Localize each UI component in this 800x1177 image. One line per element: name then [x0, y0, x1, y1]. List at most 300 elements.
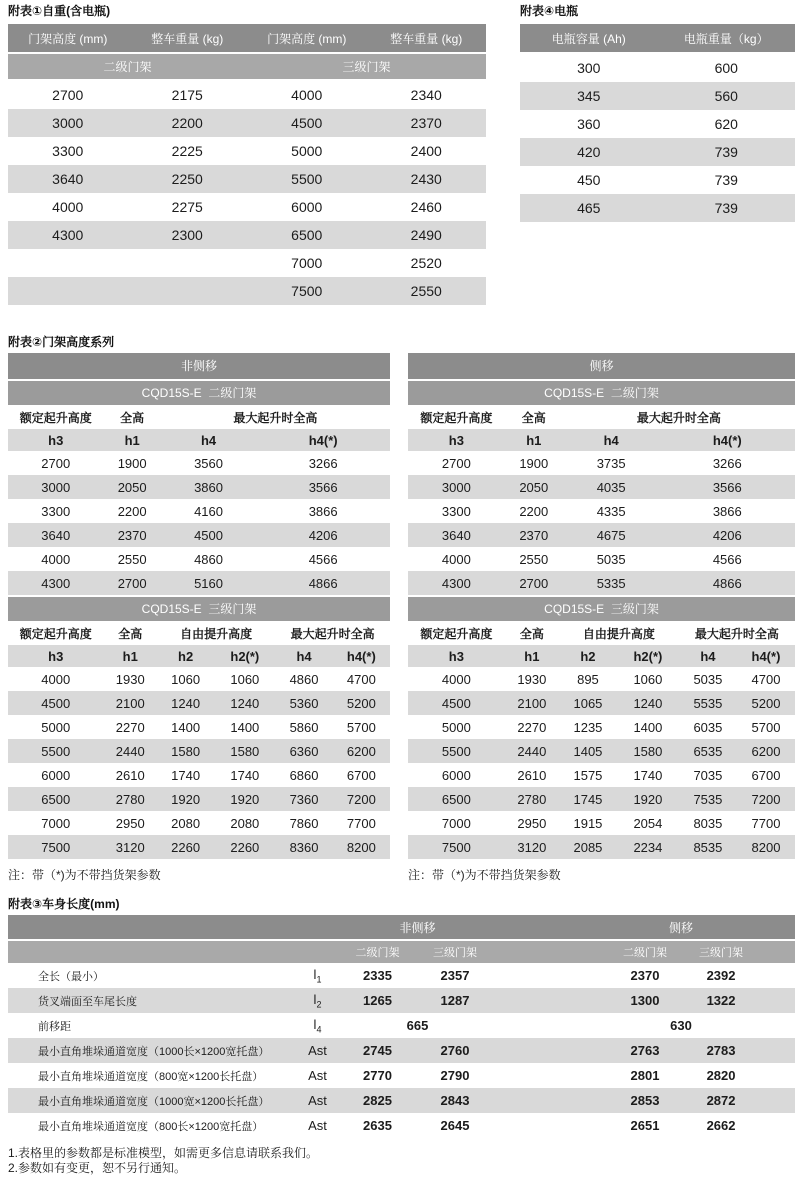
cell: 5700 — [751, 719, 781, 735]
spacer-cell — [495, 940, 605, 963]
cell: 4566 — [308, 551, 338, 567]
cell: 2610 — [517, 767, 547, 783]
sub-header: h2(*) — [214, 645, 275, 667]
duplex-mast-table — [8, 405, 390, 595]
cell: 7500 — [408, 835, 505, 859]
table-row — [8, 475, 390, 499]
cell: 8360 — [275, 835, 332, 859]
panel-header: 非侧移 — [8, 353, 390, 379]
cell: 1920 — [617, 787, 679, 811]
cell: 3640 — [8, 165, 128, 193]
pad-cell — [757, 940, 795, 963]
pad-cell — [757, 1038, 795, 1063]
cell: 5500 — [8, 739, 104, 763]
cell: 5000 — [291, 143, 323, 159]
table-row — [520, 82, 795, 110]
group-header: 最大起升时全高 — [275, 621, 390, 645]
group-header: 全高 — [104, 405, 161, 429]
table-row — [408, 715, 795, 739]
cell: 6000 — [291, 199, 323, 215]
pad-cell — [757, 963, 795, 988]
mast-panel-non-sideshift — [8, 353, 390, 883]
cell: 2200 — [519, 503, 549, 519]
group-header: 全高 — [104, 621, 157, 645]
cell: 2745 — [340, 1038, 415, 1063]
cell: 1740 — [230, 767, 260, 783]
table-row — [8, 221, 486, 249]
triplex-mast-table — [8, 621, 390, 859]
table-group-header-row — [8, 53, 486, 80]
cell: 2370 — [367, 109, 487, 137]
cell: 739 — [658, 194, 796, 222]
cell: 1400 — [230, 719, 260, 735]
row-label: 前移距 — [38, 1020, 71, 1033]
cell: 4000 — [441, 551, 471, 567]
model-header: CQD15S-E 三级门架 — [408, 597, 795, 621]
sub-header: h3 — [408, 645, 505, 667]
table-subheader-row — [8, 429, 390, 451]
cell: 2335 — [363, 968, 392, 983]
cell: 1580 — [157, 739, 214, 763]
cell — [128, 277, 248, 305]
sub-header: h4(*) — [737, 645, 795, 667]
table-row — [520, 110, 795, 138]
cell: 2270 — [115, 719, 145, 735]
cell: 1300 — [605, 988, 685, 1013]
group-header: 自由提升高度 — [559, 621, 679, 645]
cell: 3866 — [308, 503, 338, 519]
cell: 1930 — [115, 671, 145, 687]
cell: 2392 — [706, 968, 736, 983]
cell: 7500 — [247, 277, 367, 305]
cell: 4160 — [194, 503, 223, 519]
cell: 2801 — [630, 1068, 660, 1083]
cell: 6360 — [275, 739, 332, 763]
symbol-cell: $l_2$ — [295, 988, 340, 1013]
cell: 3300 — [441, 503, 471, 519]
cell: 2234 — [617, 835, 679, 859]
group-header: 侧移 — [605, 915, 757, 940]
table-row — [520, 138, 795, 166]
table-row — [8, 787, 390, 811]
cell: 1400 — [171, 719, 201, 735]
table-row — [8, 835, 390, 859]
model-header: CQD15S-E 二级门架 — [8, 381, 390, 405]
cell: 1240 — [157, 691, 214, 715]
pad-cell — [757, 1113, 795, 1138]
table-row — [8, 523, 390, 547]
table-subheader-row — [8, 940, 795, 963]
cell: 5500 — [408, 739, 505, 763]
mast-panel-sideshift — [408, 353, 795, 883]
sub-header: h1 — [505, 645, 559, 667]
cell: 4300 — [8, 221, 128, 249]
table-row — [8, 249, 486, 277]
cell: 4000 — [291, 87, 323, 103]
cell: 2950 — [115, 815, 145, 831]
cell: 5200 — [737, 691, 795, 715]
pad-cell — [757, 1088, 795, 1113]
table-row — [8, 80, 486, 109]
cell: 2370 — [630, 968, 660, 983]
cell: 3000 — [8, 475, 104, 499]
cell: 1920 — [157, 787, 214, 811]
panel-note: 注：带（*)为不带挡货架参数 — [408, 868, 561, 882]
table-group-header-row — [8, 405, 390, 429]
table-row — [8, 667, 390, 691]
cell: 2430 — [367, 165, 487, 193]
table-group-header-row — [408, 621, 795, 645]
table-row — [8, 715, 390, 739]
cell: 1740 — [171, 767, 201, 783]
cell: 2275 — [171, 199, 203, 215]
cell: 2770 — [363, 1068, 392, 1083]
table-header-row — [8, 915, 795, 940]
cell: 2270 — [517, 719, 547, 735]
cell: 5535 — [679, 691, 737, 715]
table-row — [408, 499, 795, 523]
table-row — [8, 1063, 795, 1088]
cell: 2853 — [605, 1088, 685, 1113]
cell: 6000 — [41, 767, 71, 783]
cell: 7035 — [693, 767, 723, 783]
group-header: 最大起升时全高 — [563, 405, 795, 429]
table-row — [8, 691, 390, 715]
cell: 4035 — [563, 475, 660, 499]
pad-cell — [757, 988, 795, 1013]
sub-header: h2 — [157, 645, 214, 667]
column-header: 门架高度 (mm) — [8, 24, 128, 53]
cell: 3266 — [712, 455, 742, 471]
cell: 2225 — [171, 143, 203, 159]
cell: 3860 — [161, 475, 257, 499]
cell: 3300 — [52, 143, 84, 159]
footer-note-1: 1.表格里的参数都是标准模型，如需更多信息请联系我们。 — [8, 1146, 319, 1160]
cell: 2100 — [505, 691, 559, 715]
group-header: 非侧移 — [340, 915, 495, 940]
cell: 6500 — [8, 787, 104, 811]
cell: 4866 — [256, 571, 390, 595]
cell: 4300 — [408, 571, 505, 595]
sub-header: 二级门架 — [340, 940, 415, 963]
cell: 5035 — [596, 551, 626, 567]
cell: 3866 — [712, 503, 742, 519]
cell: 2651 — [630, 1118, 660, 1133]
cell: 3300 — [41, 503, 71, 519]
cell: 1265 — [340, 988, 415, 1013]
cell: 2440 — [505, 739, 559, 763]
sub-header: h3 — [8, 645, 104, 667]
cell: 465 — [520, 194, 658, 222]
spacer-cell — [495, 1088, 605, 1113]
table2-title: 附表②门架高度系列 — [8, 335, 115, 349]
cell: 630 — [670, 1018, 692, 1033]
cell: 7200 — [737, 787, 795, 811]
row-label: 最小直角堆垛通道宽度（800宽×1200长托盘） — [38, 1070, 264, 1083]
column-header: 整车重量 (kg) — [367, 24, 487, 53]
table-subheader-row — [408, 645, 795, 667]
cell: 2700 — [505, 571, 563, 595]
group-header: 额定起升高度 — [408, 621, 505, 645]
table-row — [8, 963, 795, 988]
cell: 2490 — [367, 221, 487, 249]
cell: 2400 — [410, 143, 442, 159]
group-header: 额定起升高度 — [8, 405, 104, 429]
table-header-row — [520, 24, 795, 53]
cell: 5860 — [289, 719, 319, 735]
cell: 2340 — [410, 87, 442, 103]
table-row — [408, 547, 795, 571]
cell: 2440 — [104, 739, 157, 763]
cell: 5000 — [41, 719, 71, 735]
table-row — [8, 988, 795, 1013]
cell: 1235 — [573, 719, 603, 735]
model-header: CQD15S-E 二级门架 — [408, 381, 795, 405]
cell: 5335 — [563, 571, 660, 595]
cell: 4335 — [596, 503, 626, 519]
cell: 6860 — [289, 767, 319, 783]
table-row — [8, 1013, 795, 1038]
cell: 7535 — [679, 787, 737, 811]
cell — [8, 249, 128, 277]
cell: 6535 — [679, 739, 737, 763]
cell: 2080 — [230, 815, 260, 831]
sub-header: 二级门架 — [605, 940, 685, 963]
group-header: 最大起升时全高 — [679, 621, 795, 645]
self-weight-table — [8, 24, 486, 305]
cell: 600 — [714, 60, 738, 76]
cell: 2700 — [41, 455, 71, 471]
cell: 7500 — [8, 835, 104, 859]
cell: 2054 — [633, 815, 663, 831]
spacer-cell — [495, 988, 605, 1013]
cell: 6035 — [693, 719, 723, 735]
cell: 1060 — [230, 671, 260, 687]
cell — [8, 277, 128, 305]
cell: 7000 — [41, 815, 71, 831]
row-label: 全长（最小） — [38, 970, 104, 983]
table-row — [8, 571, 390, 595]
group-header: 自由提升高度 — [157, 621, 275, 645]
cell: 6200 — [333, 739, 390, 763]
sub-header: h1 — [104, 429, 161, 451]
cell: 5035 — [693, 671, 723, 687]
cell: 1060 — [171, 671, 201, 687]
corner-cell — [8, 915, 340, 940]
cell: 1740 — [633, 767, 663, 783]
cell: 5500 — [247, 165, 367, 193]
table-row — [8, 165, 486, 193]
cell: 1060 — [633, 671, 663, 687]
cell: 360 — [577, 116, 601, 132]
cell: 4206 — [256, 523, 390, 547]
cell: 2760 — [415, 1038, 495, 1063]
table1-title: 附表①自重(含电瓶) — [8, 4, 111, 18]
cell: 2645 — [440, 1118, 470, 1133]
symbol-cell: Ast — [295, 1038, 340, 1063]
spacer-cell — [495, 1038, 605, 1063]
cell: 4000 — [41, 671, 71, 687]
cell: 4500 — [247, 109, 367, 137]
cell: 895 — [577, 671, 599, 687]
cell: 1240 — [214, 691, 275, 715]
group-header: 三级门架 — [247, 53, 486, 80]
table-row — [520, 53, 795, 82]
table-row — [8, 1038, 795, 1063]
spacer-cell — [495, 963, 605, 988]
cell: 739 — [658, 138, 796, 166]
cell: 2662 — [706, 1118, 736, 1133]
sub-header: h4(*) — [333, 645, 390, 667]
sub-header: h4 — [563, 429, 660, 451]
cell: 1930 — [517, 671, 547, 687]
cell: 3735 — [596, 455, 626, 471]
body-length-table — [8, 915, 795, 1138]
group-header: 全高 — [505, 405, 563, 429]
table-row — [408, 763, 795, 787]
triplex-mast-table — [408, 621, 795, 859]
model-header: CQD15S-E 三级门架 — [8, 597, 390, 621]
cell: 6500 — [247, 221, 367, 249]
sub-header: h1 — [505, 429, 563, 451]
pad-cell — [757, 1063, 795, 1088]
cell: 345 — [520, 82, 658, 110]
cell: 7860 — [289, 815, 319, 831]
cell: 3266 — [308, 455, 338, 471]
table3-title: 附表③车身长度(mm) — [8, 897, 120, 911]
cell: 5360 — [275, 691, 332, 715]
cell: 6200 — [737, 739, 795, 763]
sub-header: h4(*) — [660, 429, 795, 451]
spacer-cell — [495, 1063, 605, 1088]
table-group-header-row — [8, 621, 390, 645]
group-header: 额定起升高度 — [8, 621, 104, 645]
cell: 2085 — [559, 835, 617, 859]
cell: 2050 — [104, 475, 161, 499]
sub-header: h2 — [559, 645, 617, 667]
column-header: 电瓶重量（kg） — [658, 24, 796, 53]
table-row — [8, 1088, 795, 1113]
footer-note-2: 2.参数如有变更，恕不另行通知。 — [8, 1161, 187, 1175]
cell: 620 — [714, 116, 738, 132]
cell: 6700 — [751, 767, 781, 783]
cell: 1065 — [559, 691, 617, 715]
table-row — [8, 277, 486, 305]
table-row — [8, 499, 390, 523]
sub-header: h1 — [104, 645, 157, 667]
cell: 4500 — [161, 523, 257, 547]
table-row — [408, 667, 795, 691]
table-row — [408, 811, 795, 835]
cell: 8535 — [679, 835, 737, 859]
spacer-cell — [495, 1013, 605, 1038]
cell: 7700 — [751, 815, 781, 831]
cell: 1575 — [573, 767, 603, 783]
cell: 1745 — [559, 787, 617, 811]
symbol-cell: $l_4$ — [313, 1016, 322, 1035]
cell: 1240 — [617, 691, 679, 715]
cell: 6500 — [408, 787, 505, 811]
cell: 3560 — [194, 455, 223, 471]
panel-header: 侧移 — [408, 353, 795, 379]
cell: 4866 — [660, 571, 795, 595]
cell: 665 — [406, 1018, 429, 1033]
table-header-row — [8, 24, 486, 53]
column-header: 门架高度 (mm) — [247, 24, 367, 53]
table-row — [408, 571, 795, 595]
cell: 8035 — [693, 815, 723, 831]
cell: 2370 — [505, 523, 563, 547]
symbol-cell: Ast — [308, 1068, 327, 1083]
group-header: 全高 — [505, 621, 559, 645]
cell: 2200 — [128, 109, 248, 137]
cell: 2550 — [367, 277, 487, 305]
cell: 2780 — [104, 787, 157, 811]
cell: 4206 — [660, 523, 795, 547]
table-row — [8, 763, 390, 787]
cell: 3566 — [660, 475, 795, 499]
cell: 8200 — [333, 835, 390, 859]
cell: 2783 — [685, 1038, 757, 1063]
table-row — [8, 1113, 795, 1138]
cell: 2300 — [128, 221, 248, 249]
cell: 7700 — [346, 815, 376, 831]
cell: 3120 — [505, 835, 559, 859]
sub-header: h4(*) — [256, 429, 390, 451]
sub-header: h3 — [408, 429, 505, 451]
cell: 1400 — [633, 719, 663, 735]
sub-header: 三级门架 — [685, 940, 757, 963]
cell: 1405 — [559, 739, 617, 763]
cell: 2100 — [104, 691, 157, 715]
cell: 4000 — [52, 199, 84, 215]
row-label: 最小直角堆垛通道宽度（1000长×1200宽托盘） — [8, 1038, 295, 1063]
cell: 2550 — [519, 551, 549, 567]
panel-note: 注：带（*)为不带挡货架参数 — [8, 868, 161, 882]
table-subheader-row — [408, 429, 795, 451]
cell: 1900 — [117, 455, 147, 471]
cell: 2520 — [410, 255, 442, 271]
cell: 6000 — [441, 767, 471, 783]
table-row — [8, 109, 486, 137]
table-row — [8, 193, 486, 221]
cell: 1920 — [214, 787, 275, 811]
cell: 6700 — [346, 767, 376, 783]
cell: 5160 — [161, 571, 257, 595]
cell: 4500 — [408, 691, 505, 715]
cell: 739 — [714, 172, 738, 188]
column-header: 电瓶容量 (Ah) — [520, 24, 658, 53]
cell: 3640 — [8, 523, 104, 547]
row-label: 最小直角堆垛通道宽度（1000宽×1200长托盘） — [8, 1088, 295, 1113]
table-row — [408, 835, 795, 859]
cell: 2843 — [415, 1088, 495, 1113]
spacer-cell — [495, 915, 605, 940]
cell: 1580 — [214, 739, 275, 763]
cell: 5700 — [346, 719, 376, 735]
cell: 3640 — [408, 523, 505, 547]
cell: 2872 — [685, 1088, 757, 1113]
cell: 2700 — [104, 571, 161, 595]
sub-header: h4 — [275, 645, 332, 667]
cell: 4500 — [8, 691, 104, 715]
table-row — [408, 739, 795, 763]
cell: 3000 — [8, 109, 128, 137]
symbol-cell: $l_1$ — [313, 966, 322, 985]
table-row — [8, 739, 390, 763]
cell: 2260 — [214, 835, 275, 859]
cell: 450 — [577, 172, 601, 188]
